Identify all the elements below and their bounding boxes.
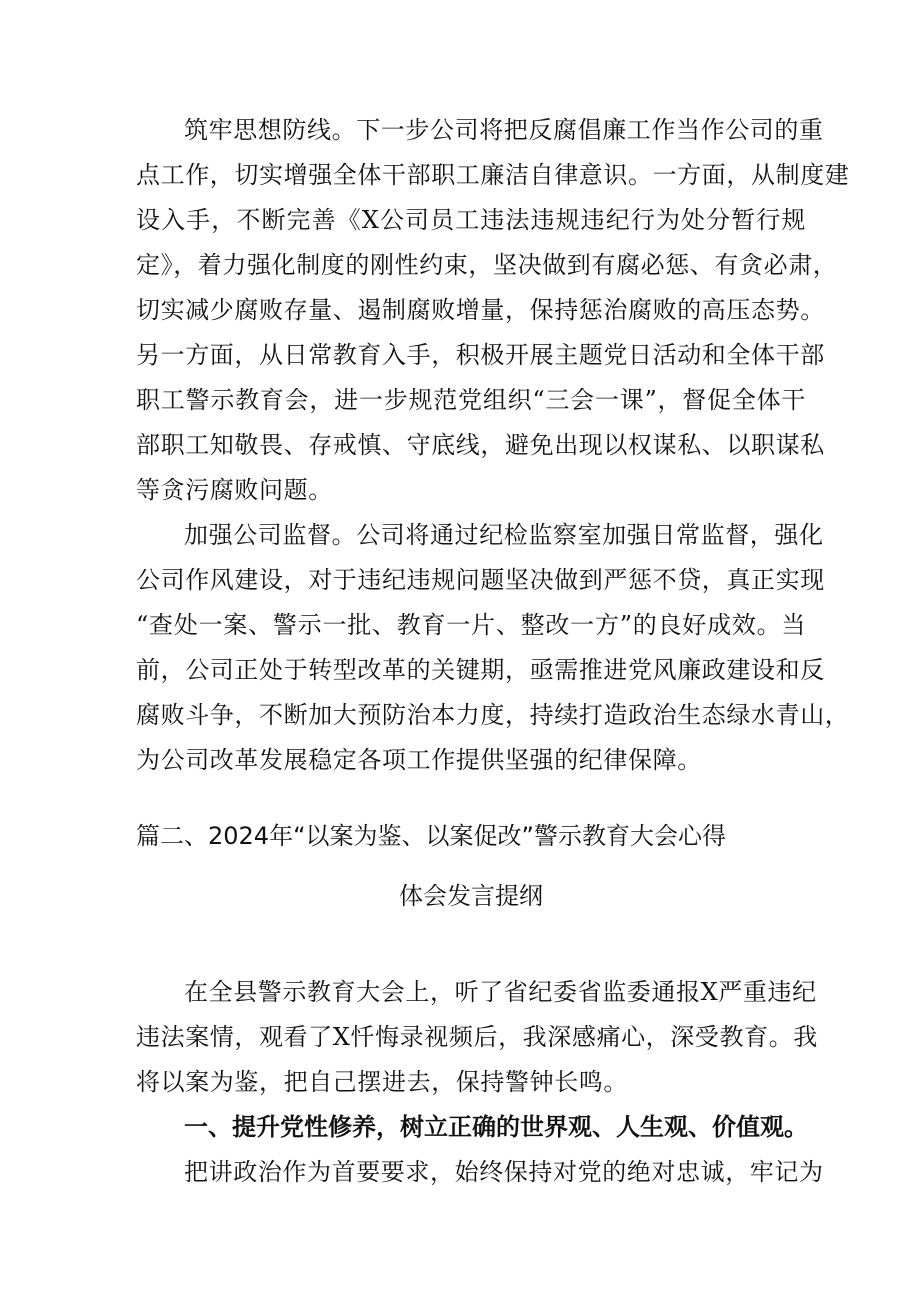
paragraph-line: 点工作，切实增强全体干部职工廉洁自律意识。一方面，从制度建 [136,161,850,189]
paragraph-line: 公司作风建设，对于违纪违规问题坚决做到严惩不贷，真正实现 [136,566,825,594]
paragraph-line: “查处一案、警示一批、教育一片、整改一方”的良好成效。当 [136,611,806,639]
paragraph-line: 违法案情，观看了X忏悔录视频后，我深感痛心，深受教育。我 [136,1023,818,1051]
paragraph-line: 职工警示教育会，进一步规范党组织“三会一课”，督促全体干 [136,386,806,414]
article-title-continued: 体会发言提纲 [399,882,543,910]
paragraph-line: 前，公司正处于转型改革的关键期，亟需推进党风廉政建设和反 [136,656,825,684]
paragraph-line: 在全县警示教育大会上，听了省纪委省监委通报X严重违纪 [184,978,817,1006]
paragraph-line: 加强公司监督。公司将通过纪检监察室加强日常监督，强化 [184,521,824,549]
paragraph-line: 腐败斗争，不断加大预防治本力度，持续打造政治生态绿水青山， [136,701,850,729]
paragraph-line: 部职工知敬畏、存戒慎、守底线，避免出现以权谋私、以职谋私 [136,431,825,459]
paragraph-line: 另一方面，从日常教育入手，积极开展主题党日活动和全体干部 [136,341,825,369]
paragraph-line: 为公司改革发展稳定各项工作提供坚强的纪律保障。 [136,746,702,774]
paragraph-line: 设入手，不断完善《X公司员工违法违规违纪行为处分暂行规 [136,206,806,234]
paragraph-line: 把讲政治作为首要要求，始终保持对党的绝对忠诚，牢记为 [184,1158,824,1186]
paragraph-line: 筑牢思想防线。下一步公司将把反腐倡廉工作当作公司的重 [184,116,824,144]
paragraph-line: 切实减少腐败存量、遏制腐败增量，保持惩治腐败的高压态势。 [136,296,825,324]
paragraph-line: 将以案为鉴，把自己摆进去，保持警钟长鸣。 [136,1068,628,1096]
article-title: 篇二、2024年“以案为鉴、以案促改”警示教育大会心得 [136,822,726,850]
section-heading: 一、提升党性修养，树立正确的世界观、人生观、价值观。 [184,1113,808,1141]
paragraph-line: 等贪污腐败问题。 [136,476,333,504]
paragraph-line: 定》，着力强化制度的刚性约束，坚决做到有腐必惩、有贪必肃， [136,251,838,279]
